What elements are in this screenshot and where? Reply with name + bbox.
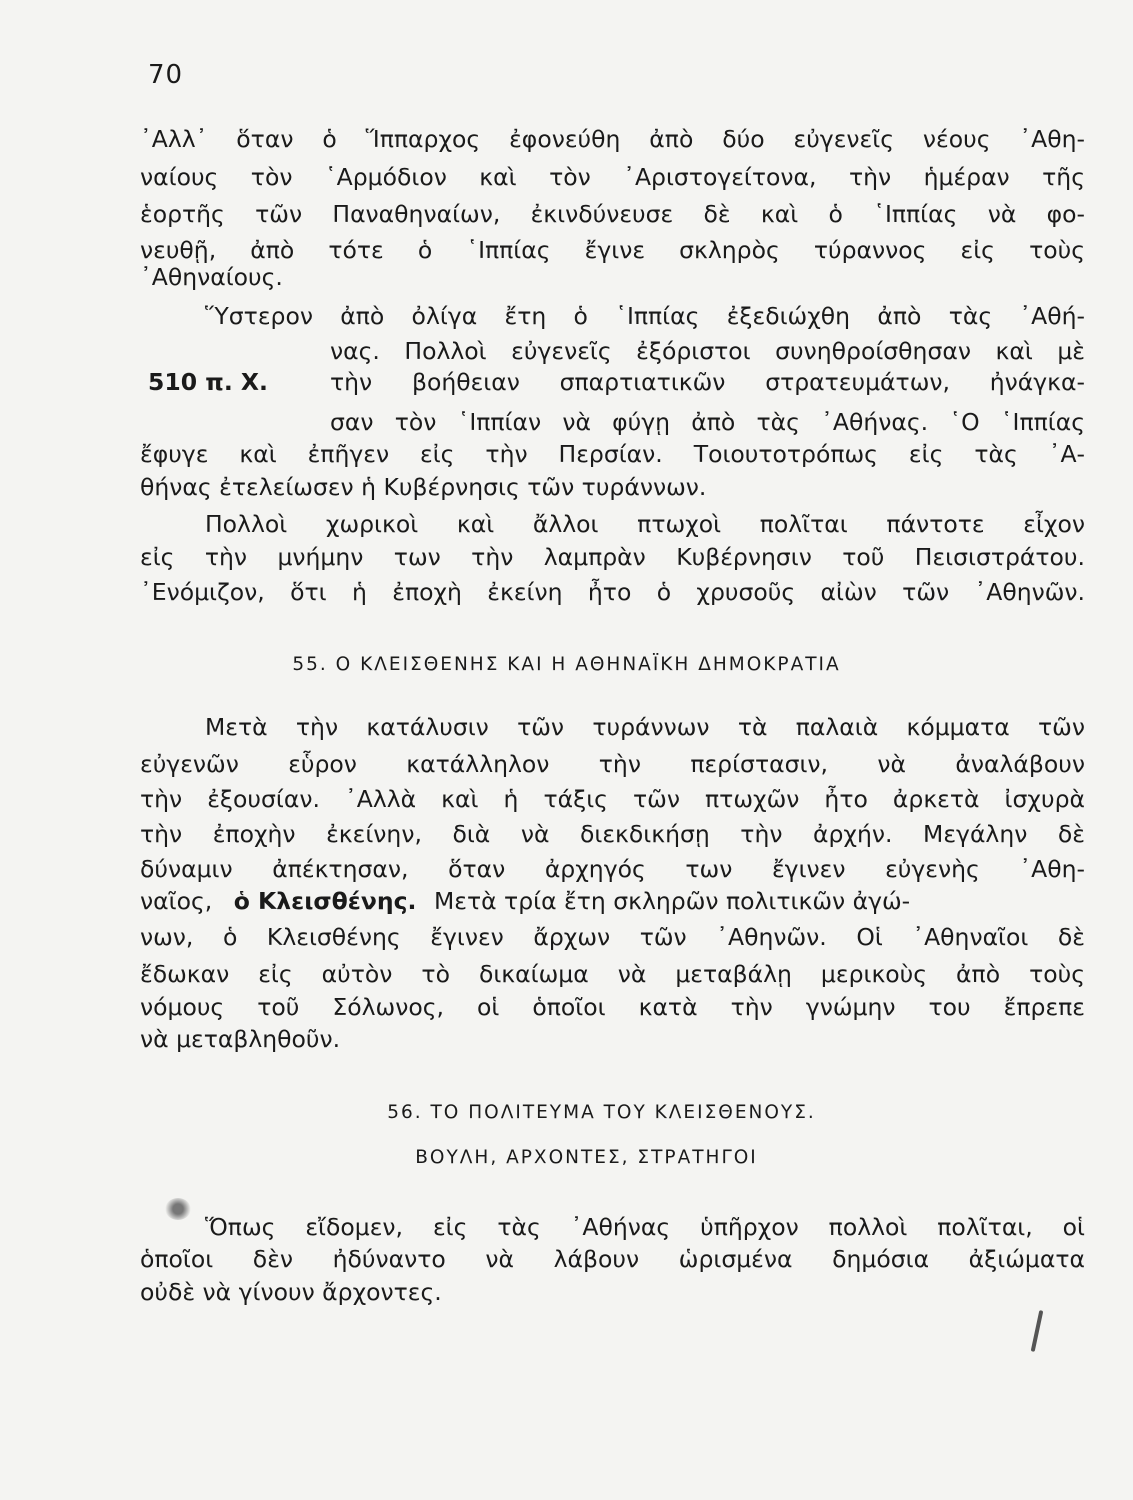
- text-line: νας. Πολλοὶ εὐγενεῖς ἐξόριστοι συνηθροίσθησαν καὶ μὲ: [330, 337, 1085, 365]
- margin-date-note: 510 π. Χ.: [148, 368, 268, 396]
- text-line: τὴν ἐξουσίαν. ᾿Αλλὰ καὶ ἡ τάξις τῶν πτωχῶν ἦτο ἀρκετὰ ἰσχυρὰ: [140, 785, 1085, 813]
- text-line-mixed: [140, 884, 1085, 918]
- text-line: ἔδωκαν εἰς αὐτὸν τὸ δικαίωμα νὰ μεταβάλῃ μερικοὺς ἀπὸ τοὺς: [140, 960, 1085, 988]
- text-line: εὐγενῶν εὗρον κατάλληλον τὴν περίστασιν, νὰ ἀναλάβουν: [140, 750, 1085, 778]
- section-heading: 56. ΤΟ ΠΟΛΙΤΕΥΜΑ ΤΟΥ ΚΛΕΙΣΘΕΝΟΥΣ.: [387, 1102, 816, 1123]
- text-fragment: ναῖος,: [140, 887, 213, 915]
- ink-blot: [165, 1198, 191, 1220]
- page-number: 70: [148, 60, 184, 90]
- text-line: ἑορτῆς τῶν Παναθηναίων, ἐκινδύνευσε δὲ καὶ ὁ ῾Ιππίας νὰ φο-: [140, 200, 1085, 228]
- text-line: νευθῇ, ἀπὸ τότε ὁ ῾Ιππίας ἔγινε σκληρὸς τύραννος εἰς τοὺς: [140, 236, 1085, 264]
- text-line: ᾿Αλλ᾿ ὅταν ὁ Ἵππαρχος ἐφονεύθη ἀπὸ δύο εὐγενεῖς νέους ᾿Αθη-: [140, 125, 1085, 153]
- text-line: ᾿Αθηναίους.: [140, 263, 283, 291]
- text-line: νόμους τοῦ Σόλωνος, οἱ ὁποῖοι κατὰ τὴν γνώμην του ἔπρεπε: [140, 993, 1085, 1021]
- text-line: οὐδὲ νὰ γίνουν ἄρχοντες.: [140, 1278, 442, 1306]
- text-line: ἔφυγε καὶ ἐπῆγεν εἰς τὴν Περσίαν. Τοιουτοτρόπως εἰς τὰς ᾿Α-: [140, 440, 1085, 468]
- text-line: εἰς τὴν μνήμην των τὴν λαμπρὰν Κυβέρνησιν τοῦ Πεισιστράτου.: [140, 543, 1085, 571]
- text-line: ναίους τὸν ῾Αρμόδιον καὶ τὸν ᾿Αριστογείτονα, τὴν ἡμέραν τῆς: [140, 163, 1085, 191]
- text-fragment: Μετὰ τρία ἔτη σκληρῶν πολιτικῶν ἀγώ-: [433, 887, 911, 915]
- text-line: σαν τὸν ῾Ιππίαν νὰ φύγῃ ἀπὸ τὰς ᾿Αθήνας. ῾Ο ῾Ιππίας: [330, 408, 1085, 436]
- section-subheading: ΒΟΥΛΗ, ΑΡΧΟΝΤΕΣ, ΣΤΡΑΤΗΓΟΙ: [415, 1147, 758, 1168]
- bold-name: ὁ Κλεισθένης.: [233, 887, 417, 915]
- text-line: νων, ὁ Κλεισθένης ἔγινεν ἄρχων τῶν ᾿Αθηνῶν. Οἱ ᾿Αθηναῖοι δὲ: [140, 923, 1085, 951]
- text-line: ὁποῖοι δὲν ἠδύναντο νὰ λάβουν ὡρισμένα δημόσια ἀξιώματα: [140, 1245, 1085, 1273]
- section-heading: 55. Ο ΚΛΕΙΣΘΕΝΗΣ ΚΑΙ Η ΑΘΗΝΑΪΚΗ ΔΗΜΟΚΡΑΤΙΑ: [292, 654, 841, 675]
- text-line: τὴν βοήθειαν σπαρτιατικῶν στρατευμάτων, ἠνάγκα-: [330, 368, 1085, 396]
- text-line: ᾿Ενόμιζον, ὅτι ἡ ἐποχὴ ἐκείνη ἦτο ὁ χρυσοῦς αἰὼν τῶν ᾿Αθηνῶν.: [140, 578, 1085, 606]
- text-line: θήνας ἐτελείωσεν ἡ Κυβέρνησις τῶν τυράννων.: [140, 473, 707, 501]
- ink-scratch: [1031, 1310, 1044, 1352]
- text-line: δύναμιν ἀπέκτησαν, ὅταν ἀρχηγός των ἔγινεν εὐγενὴς ᾿Αθη-: [140, 855, 1085, 883]
- text-line: Πολλοὶ χωρικοὶ καὶ ἄλλοι πτωχοὶ πολῖται πάντοτε εἶχον: [205, 510, 1085, 538]
- text-line: Μετὰ τὴν κατάλυσιν τῶν τυράννων τὰ παλαιὰ κόμματα τῶν: [205, 713, 1085, 741]
- text-line: Ὕστερον ἀπὸ ὀλίγα ἔτη ὁ ῾Ιππίας ἐξεδιώχθη ἀπὸ τὰς ᾿Αθή-: [205, 302, 1085, 330]
- text-line: νὰ μεταβληθοῦν.: [140, 1025, 341, 1053]
- text-line: Ὅπως εἴδομεν, εἰς τὰς ᾿Αθήνας ὑπῆρχον πολλοὶ πολῖται, οἱ: [205, 1213, 1085, 1241]
- text-line: τὴν ἐποχὴν ἐκείνην, διὰ νὰ διεκδικήσῃ τὴν ἀρχήν. Μεγάλην δὲ: [140, 820, 1085, 848]
